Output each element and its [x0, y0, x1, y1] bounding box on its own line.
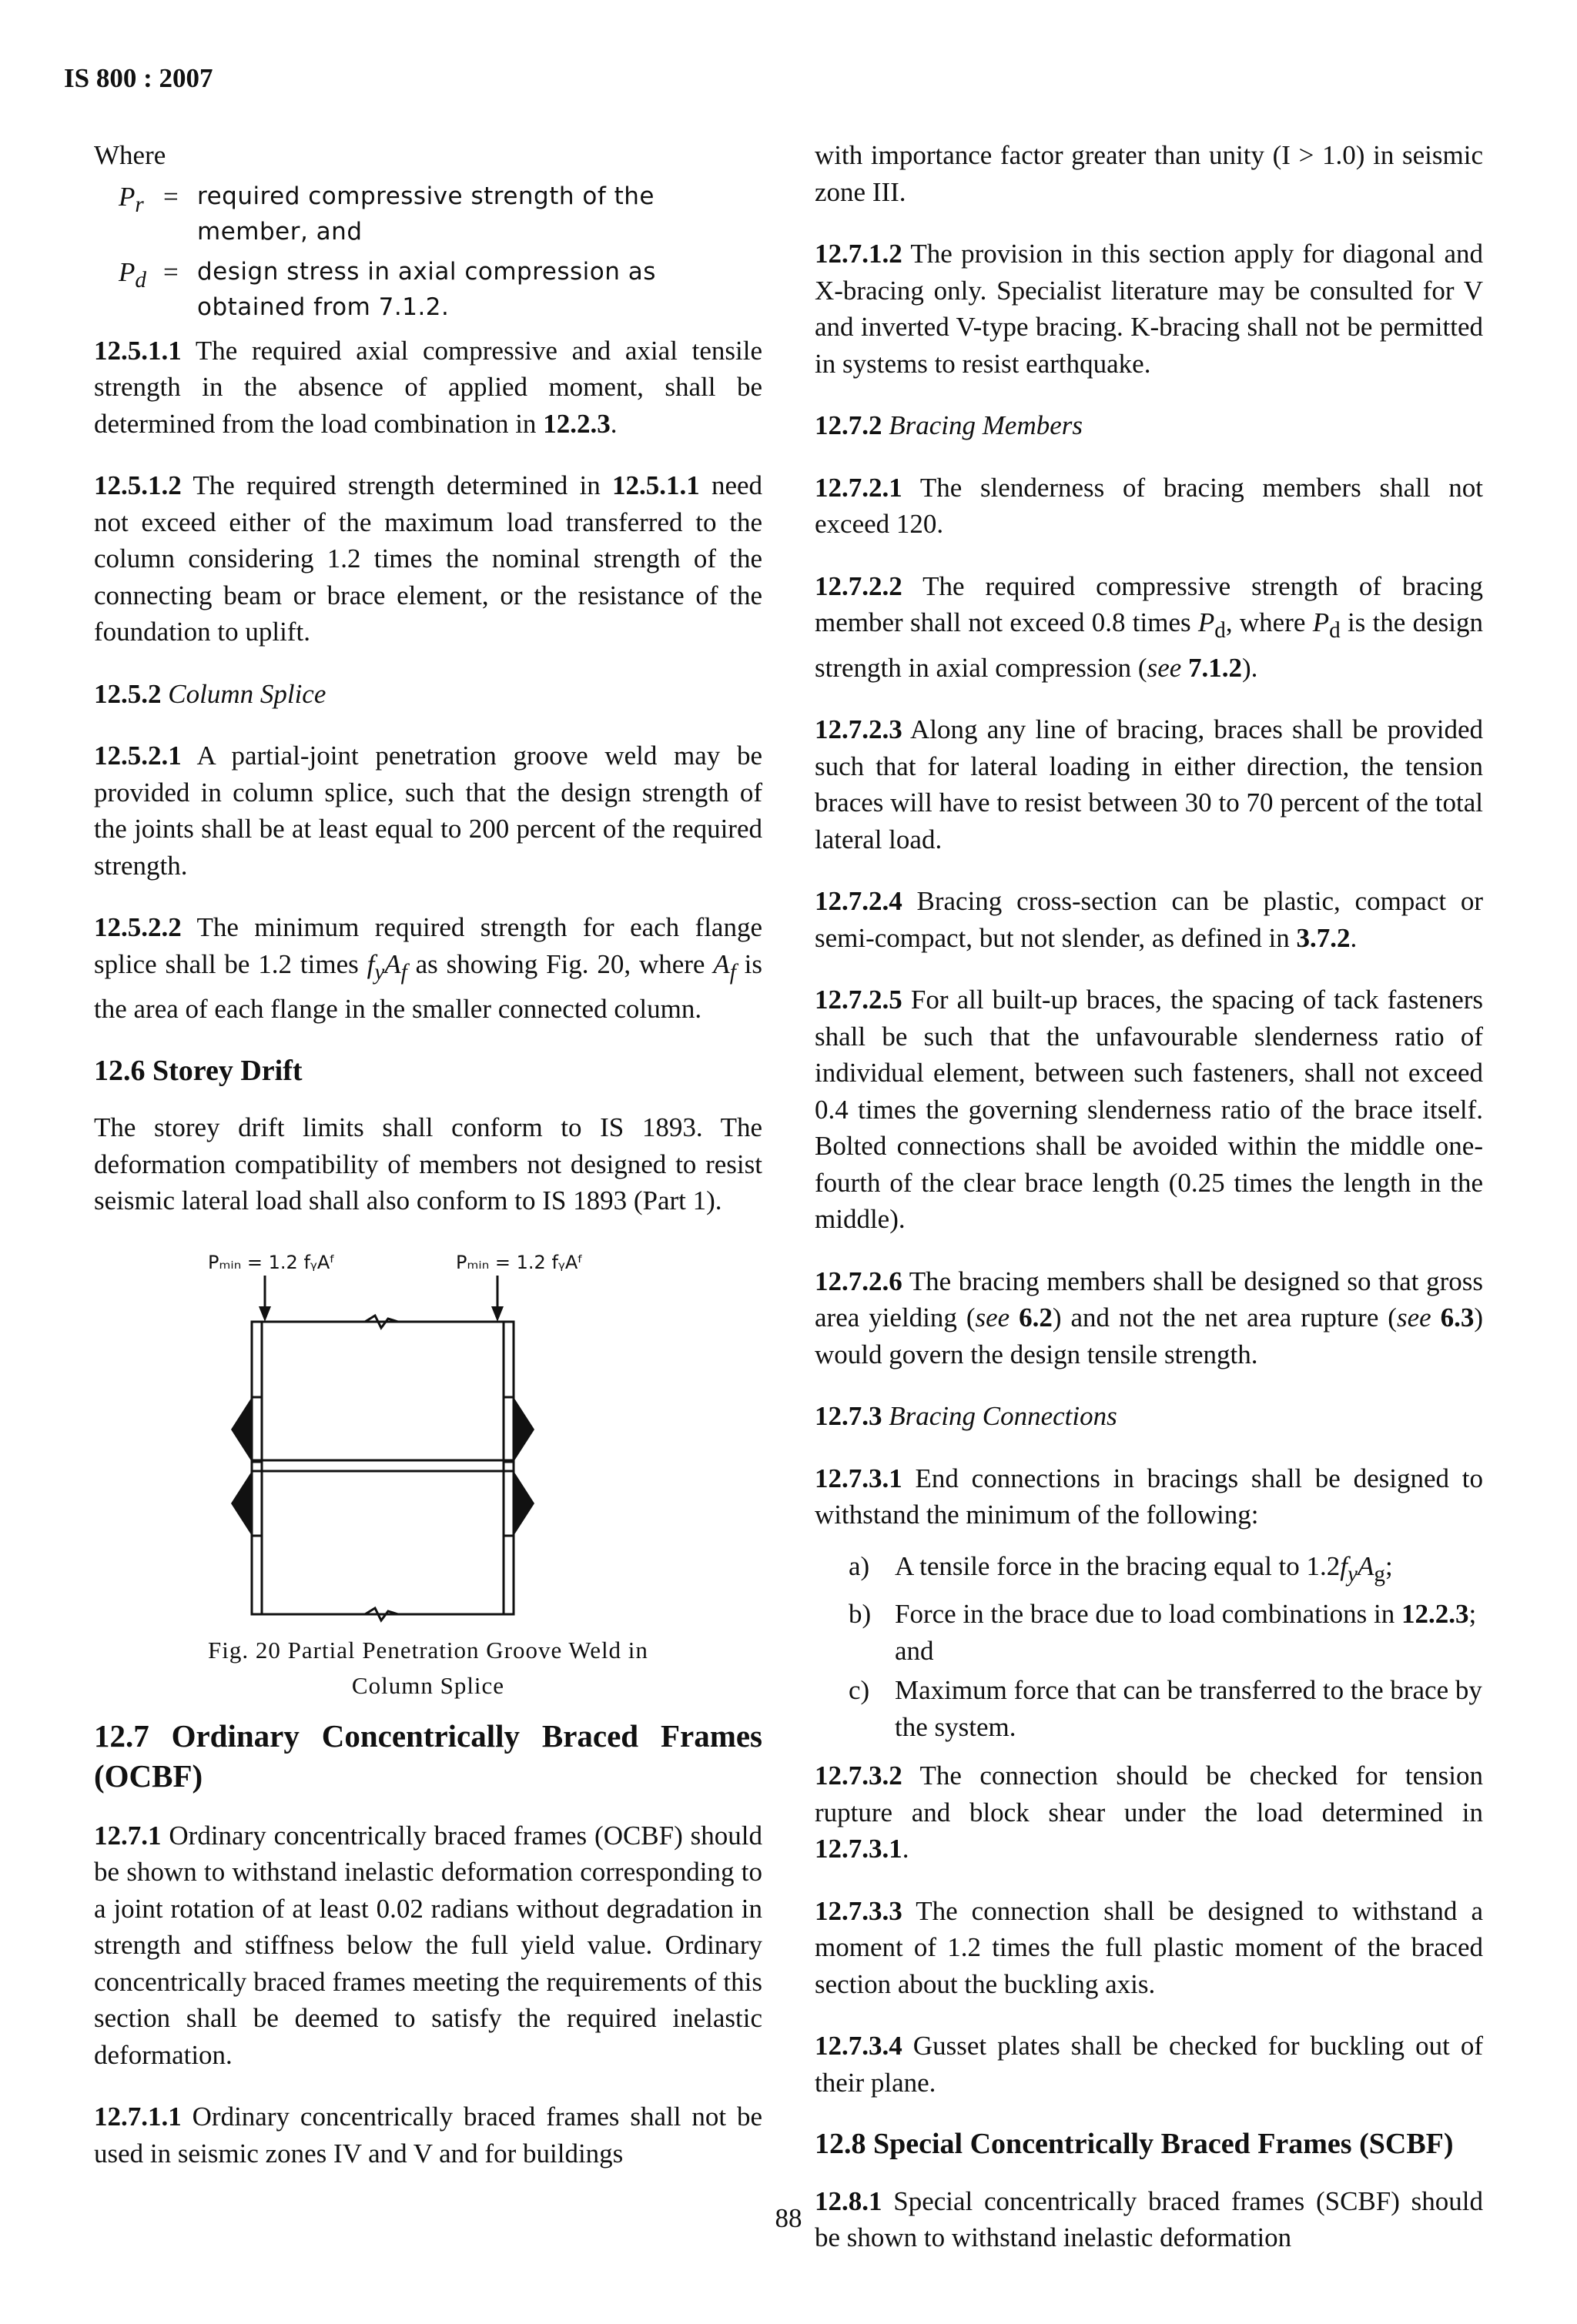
clause-12-5-2-1: 12.5.2.1 A partial-joint penetration groove weld may be provided in column splice, such that the design strength of the joints shall be at least equal to 200 percent of the required strength. [94, 741, 762, 881]
definition-pd-text: design stress in axial compression as obtained from 7.1.2. [197, 257, 656, 321]
clause-12-7-2-4: 12.7.2.4 Bracing cross-section can be plastic, compact or semi-compact, but not slender, as defined in 3.7.2. [815, 886, 1483, 953]
heading-12-7-2: 12.7.2 Bracing Members [815, 410, 1083, 440]
weld-lower-left [231, 1471, 252, 1536]
symbol-pd: $P_d$ [119, 256, 146, 293]
clause-12-8-1: 12.8.1 Special concentrically braced frames (SCBF) should be shown to withstand inelastic deformation [815, 2185, 1483, 2252]
arrowhead-left [259, 1306, 271, 1322]
heading-12-7: 12.7 Ordinary Concentrically Braced Frames (OCBF) [94, 1717, 762, 1794]
figure-load-label-left: Pₘᵢₙ = 1.2 fᵧAᶠ [208, 1251, 336, 1273]
list-item: a) A tensile force in the bracing equal to $1.2f_yA_g$; [849, 1550, 1393, 1587]
clause-12-5-2-2: 12.5.2.2 The minimum required strength for each flange splice shall be 1.2 times $f_yA_f$ as showing Fig. 20, where $A_f$ is the area of each flange in the smaller connected column. [94, 912, 762, 1024]
clause-12-7-2-1: 12.7.2.1 The slenderness of bracing members shall not exceed 120. [815, 472, 1484, 539]
clause-12-7-2-6: 12.7.2.6 The bracing members shall be designed so that gross area yielding (see 6.2) and not the net area rupture (see 6.3) would govern the design tensile strength. [815, 1266, 1484, 1369]
weld-upper-left [231, 1397, 252, 1462]
right-column [815, 137, 1483, 2282]
clause-continuation: with importance factor greater than unity (I > 1.0) in seismic zone III. [815, 140, 1483, 207]
weld-upper-right [514, 1397, 534, 1462]
clause-12-7-3-3: 12.7.3.3 The connection shall be designed to withstand a moment of 1.2 times the full plastic moment of the braced section about the buckling axis. [815, 1895, 1483, 1999]
figure-20 [94, 1245, 762, 1630]
column-splice-drawing [94, 1245, 762, 1630]
heading-12-8: 12.8 Special Concentrically Braced Frames (SCBF) [815, 2128, 1454, 2160]
heading-12-7-3: 12.7.3 Bracing Connections [815, 1401, 1117, 1431]
figure-load-label-right: Pₘᵢₙ = 1.2 fᵧAᶠ [456, 1251, 584, 1273]
clause-12-7-2-3: 12.7.2.3 Along any line of bracing, braces shall be provided such that for lateral loading in either direction, the tension braces will have to resist between 30 to 70 percent of the total lateral load. [815, 714, 1483, 854]
clause-12-7-2-5: 12.7.2.5 For all built-up braces, the spacing of tack fasteners shall be such that the unfavourable slenderness ratio of individual element, between such fasteners, shall not exceed 0.4 times the governing slenderness ratio of the brace itself. Bolted connections shall be avoided within the middle one-fourth of the clear brace length (0.25 times the length in the middle). [815, 985, 1484, 1234]
arrowhead-right [491, 1306, 504, 1322]
page-number: 88 [775, 2203, 802, 2233]
clause-12-7-2-2: 12.7.2.2 The required compressive strength of bracing member shall not exceed 0.8 times $P_d$, where $P_d$ is the design strength in axial compression (see 7.1.2). [815, 570, 1483, 683]
definition-pr: $P_r$ = required compressive strength of the member, and [94, 179, 762, 249]
clause-12-7-3-1: 12.7.3.1 End connections in bracings shall be designed to withstand the minimum of the following: [815, 1463, 1483, 1530]
weld-lower-right [514, 1471, 534, 1536]
list-item: c) Maximum force that can be transferred to the brace by the system. [849, 1675, 1482, 1742]
heading-12-6: 12.6 Storey Drift [94, 1054, 303, 1087]
clause-12-7-3-2: 12.7.3.2 The connection should be checked for tension rupture and block shear under the load determined in 12.7.3.1. [815, 1761, 1483, 1864]
heading-12-5-2: 12.5.2 Column Splice [94, 678, 326, 709]
clause-12-7-1: 12.7.1 Ordinary concentrically braced frames (OCBF) should be shown to withstand inelastic deformation corresponding to a joint rotation of at least 0.02 radians without degradation in strength and stiffness below the full yield value. Ordinary concentrically braced frames meeting the requirements of this section shall be deemed to satisfy the required inelastic deformation. [94, 1820, 763, 2070]
clause-12-6: The storey drift limits shall conform to IS 1893. The deformation compatibility of members not designed to resist seismic lateral load shall also conform to IS 1893 (Part 1). [94, 1112, 762, 1216]
clause-12-7-3-4: 12.7.3.4 Gusset plates shall be checked for buckling out of their plane. [815, 2031, 1483, 2098]
where-label: Where [94, 140, 166, 170]
left-column [94, 137, 762, 2197]
clause-12-7-1-2: 12.7.1.2 The provision in this section apply for diagonal and X-bracing only. Specialist literature may be consulted for V and inverted V-type bracing. K-bracing shall not be permitted in systems to resist earthquake. [815, 239, 1483, 379]
clause-12-7-1-1: 12.7.1.1 Ordinary concentrically braced frames shall not be used in seismic zones IV and V and for buildings [94, 2102, 762, 2169]
column-outline [252, 1322, 514, 1614]
definition-pr-text: required compressive strength of the member, and [197, 182, 655, 246]
minimum-force-list [815, 1548, 1483, 1746]
clause-12-5-1-2: 12.5.1.2 The required strength determined in 12.5.1.1 need not exceed either of the maximum load transferred to the column considering 1.2 times the nominal strength of the connecting beam or brace element, or the resistance of the foundation to uplift. [94, 470, 763, 647]
symbol-pr: $P_r$ [119, 181, 144, 217]
clause-12-5-1-1: 12.5.1.1 The required axial compressive and axial tensile strength in the absence of applied moment, shall be determined from the load combination in 12.2.3. [94, 335, 762, 439]
definition-pd: $P_d$ = design stress in axial compression as obtained from 7.1.2. [94, 254, 762, 325]
figure-20-caption: Fig. 20 Partial Penetration Groove Weld in Column Splice [208, 1636, 648, 1699]
list-item: b) Force in the brace due to load combinations in 12.2.3; and [849, 1599, 1477, 1666]
document-code-header: IS 800 : 2007 [64, 63, 213, 93]
